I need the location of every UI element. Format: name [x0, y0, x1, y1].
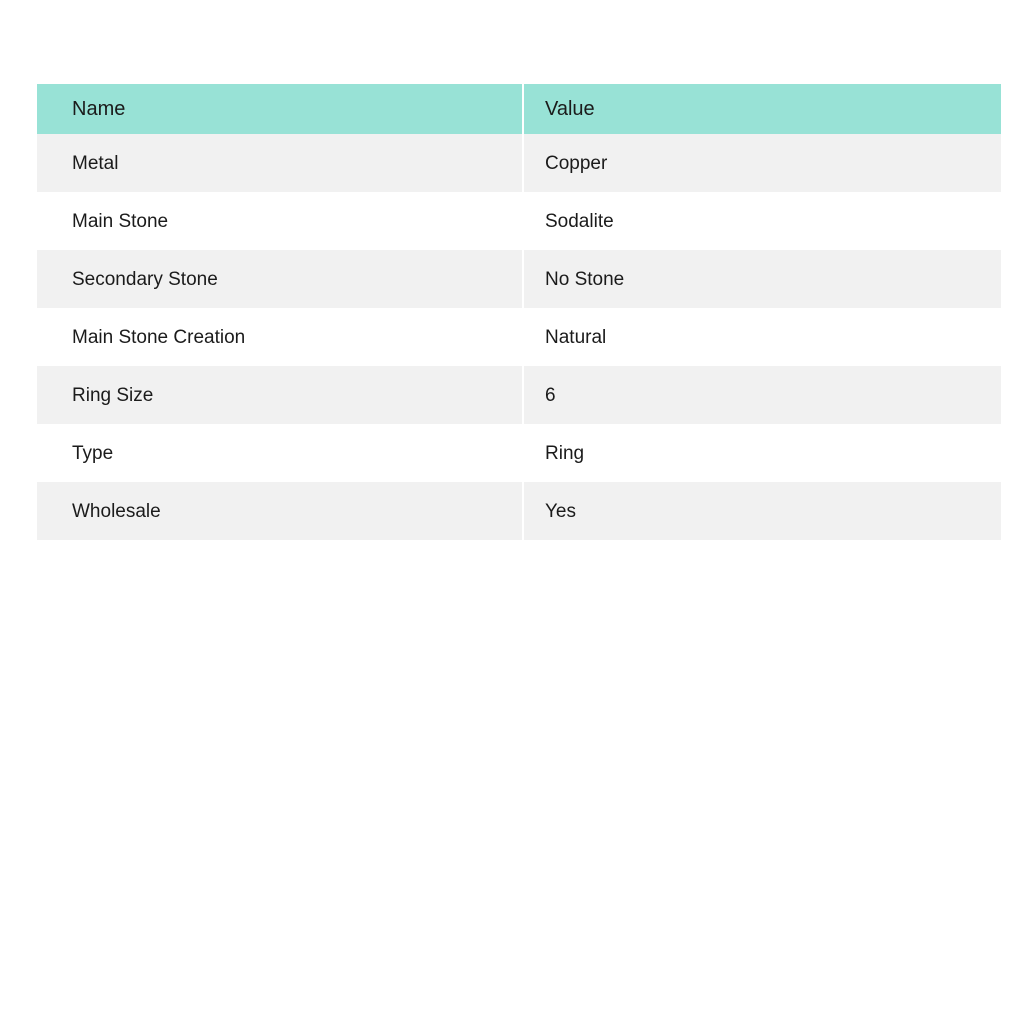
attribute-name-cell: Ring Size	[37, 366, 522, 424]
column-header-value: Value	[524, 84, 1001, 134]
table-row	[37, 134, 1001, 192]
attribute-name-cell: Main Stone	[72, 210, 169, 232]
table-row	[37, 250, 1001, 308]
table-header-row	[37, 84, 1001, 134]
attribute-value-cell: Sodalite	[545, 210, 614, 232]
attribute-value-cell: 6	[524, 366, 1001, 424]
attribute-name-cell: Wholesale	[37, 482, 522, 540]
attributes-table	[37, 84, 1001, 540]
attribute-value-cell: No Stone	[524, 250, 1001, 308]
attribute-name-cell: Main Stone Creation	[72, 326, 246, 348]
attribute-name-cell: Type	[72, 442, 114, 464]
table-row	[37, 366, 1001, 424]
attribute-value-cell: Ring	[545, 442, 585, 464]
attribute-value-cell: Natural	[545, 326, 607, 348]
table-row	[37, 308, 1001, 366]
attribute-name-cell: Secondary Stone	[37, 250, 522, 308]
attribute-name-cell: Metal	[37, 134, 522, 192]
table-row	[37, 192, 1001, 250]
table-row	[37, 424, 1001, 482]
table-row	[37, 482, 1001, 540]
attribute-value-cell: Copper	[524, 134, 1001, 192]
column-header-name: Name	[37, 84, 522, 134]
attribute-value-cell: Yes	[524, 482, 1001, 540]
